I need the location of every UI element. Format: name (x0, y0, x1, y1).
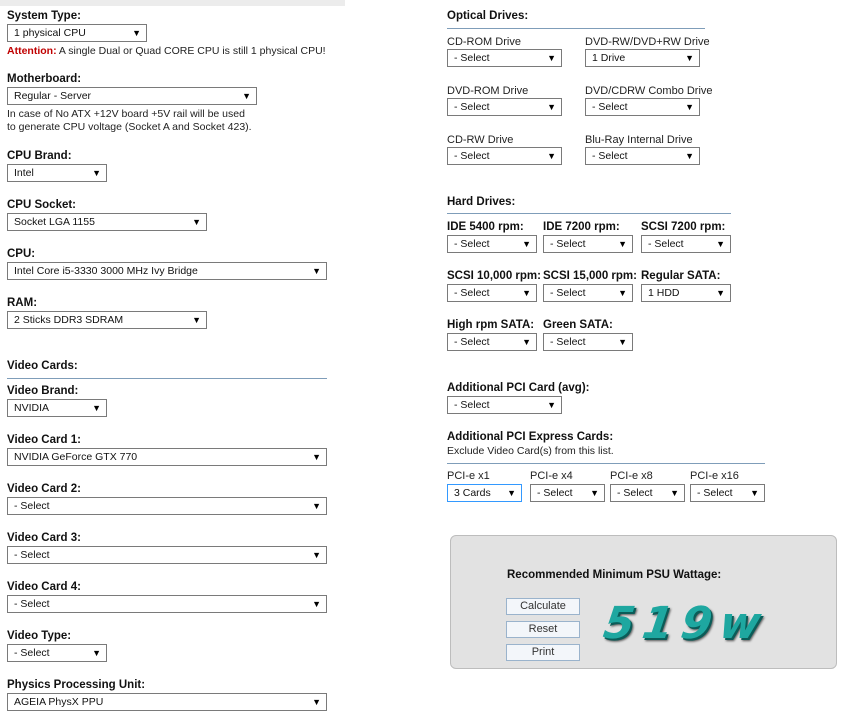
chevron-down-icon: ▼ (192, 217, 201, 227)
combo-select[interactable] (585, 98, 700, 116)
pcie-x8-select[interactable] (610, 484, 685, 502)
chevron-down-icon: ▼ (242, 91, 251, 101)
video-card-2-label: Video Card 2: (7, 483, 81, 495)
cdrom-label: CD-ROM Drive (447, 36, 521, 48)
cpu-value: Intel Core i5-3330 3000 MHz Ivy Bridge (14, 265, 198, 277)
video-type-select[interactable] (7, 644, 107, 662)
ppu-label: Physics Processing Unit: (7, 679, 146, 691)
cpu-socket-label: CPU Socket: (7, 199, 77, 211)
cpu-brand-label: CPU Brand: (7, 150, 72, 162)
cdrw-label: CD-RW Drive (447, 134, 514, 146)
video-card-1-select[interactable] (7, 448, 327, 466)
video-card-4-value: - Select (14, 598, 50, 610)
hard-drives-heading: Hard Drives: (447, 196, 516, 208)
video-type-value: - Select (14, 647, 50, 659)
attention-prefix: Attention: (7, 45, 57, 57)
scsi7200-value: - Select (648, 238, 684, 250)
chevron-down-icon: ▼ (522, 337, 531, 347)
chevron-down-icon: ▼ (685, 53, 694, 63)
chevron-down-icon: ▼ (522, 288, 531, 298)
chevron-down-icon: ▼ (132, 28, 141, 38)
motherboard-note-1: In case of No ATX +12V board +5V rail will be used (7, 108, 245, 120)
ide5400-value: - Select (454, 238, 490, 250)
bluray-select[interactable] (585, 147, 700, 165)
chevron-down-icon: ▼ (192, 315, 201, 325)
dvdrom-label: DVD-ROM Drive (447, 85, 529, 97)
pcie-x16-label: PCI-e x16 (690, 470, 739, 482)
pcie-x1-label: PCI-e x1 (447, 470, 490, 482)
video-cards-divider (7, 378, 327, 379)
optical-divider (447, 28, 705, 29)
chevron-down-icon: ▼ (92, 168, 101, 178)
attention-text: A single Dual or Quad CORE CPU is still 1 physical CPU! (58, 45, 326, 57)
chevron-down-icon: ▼ (685, 102, 694, 112)
pcie-x8-value: - Select (617, 487, 653, 499)
ppu-value: AGEIA PhysX PPU (14, 696, 104, 708)
chevron-down-icon: ▼ (312, 599, 321, 609)
sata-value: 1 HDD (648, 287, 680, 299)
chevron-down-icon: ▼ (547, 53, 556, 63)
chevron-down-icon: ▼ (618, 337, 627, 347)
greensata-label: Green SATA: (543, 319, 613, 331)
motherboard-label: Motherboard: (7, 73, 82, 85)
wattage-display: 519w (600, 598, 773, 649)
chevron-down-icon: ▼ (92, 648, 101, 658)
video-card-3-label: Video Card 3: (7, 532, 81, 544)
video-brand-value: NVIDIA (14, 402, 50, 414)
pci-label: Additional PCI Card (avg): (447, 382, 590, 394)
video-card-3-select[interactable] (7, 546, 327, 564)
video-card-1-value: NVIDIA GeForce GTX 770 (14, 451, 138, 463)
ppu-select[interactable] (7, 693, 327, 711)
motherboard-note-2: to generate CPU voltage (Socket A and Socket 423). (7, 121, 252, 133)
scsi15k-value: - Select (550, 287, 586, 299)
cdrom-value: - Select (454, 52, 490, 64)
cdrw-select[interactable] (447, 147, 562, 165)
chevron-down-icon: ▼ (312, 501, 321, 511)
motherboard-value: Regular - Server (14, 90, 92, 102)
pcie-note: Exclude Video Card(s) from this list. (447, 445, 614, 457)
pcie-x16-value: - Select (697, 487, 733, 499)
dvdrw-value: 1 Drive (592, 52, 626, 64)
video-brand-select[interactable] (7, 399, 107, 417)
ide7200-value: - Select (550, 238, 586, 250)
pci-select[interactable] (447, 396, 562, 414)
chevron-down-icon: ▼ (547, 151, 556, 161)
greensata-select[interactable] (543, 333, 633, 351)
chevron-down-icon: ▼ (670, 488, 679, 498)
cpu-brand-select[interactable] (7, 164, 107, 182)
ide5400-select[interactable] (447, 235, 537, 253)
combo-label: DVD/CDRW Combo Drive (585, 85, 713, 97)
ram-select[interactable] (7, 311, 207, 329)
cpu-socket-value: Socket LGA 1155 (14, 216, 95, 228)
dvdrw-label: DVD-RW/DVD+RW Drive (585, 36, 710, 48)
cpu-brand-value: Intel (14, 167, 34, 179)
pcie-x1-value: 3 Cards (454, 487, 491, 499)
video-cards-heading: Video Cards: (7, 360, 78, 372)
combo-value: - Select (592, 101, 628, 113)
video-card-4-label: Video Card 4: (7, 581, 81, 593)
system-type-select[interactable] (7, 24, 147, 42)
ide7200-label: IDE 7200 rpm: (543, 221, 620, 233)
chevron-down-icon: ▼ (507, 488, 516, 498)
optical-drives-heading: Optical Drives: (447, 10, 529, 22)
dvdrom-select[interactable] (447, 98, 562, 116)
chevron-down-icon: ▼ (312, 266, 321, 276)
scsi15k-label: SCSI 15,000 rpm: (543, 270, 637, 282)
system-type-value: 1 physical CPU (14, 27, 86, 39)
highsata-select[interactable] (447, 333, 537, 351)
top-bar (0, 0, 345, 6)
video-brand-label: Video Brand: (7, 385, 79, 397)
cdrom-select[interactable] (447, 49, 562, 67)
hdd-divider (447, 213, 731, 214)
calculate-button[interactable]: Calculate (506, 598, 580, 615)
video-card-1-label: Video Card 1: (7, 434, 81, 446)
greensata-value: - Select (550, 336, 586, 348)
highsata-label: High rpm SATA: (447, 319, 535, 331)
highsata-value: - Select (454, 336, 490, 348)
motherboard-select[interactable] (7, 87, 257, 105)
pcie-x16-select[interactable] (690, 484, 765, 502)
bluray-label: Blu-Ray Internal Drive (585, 134, 693, 146)
chevron-down-icon: ▼ (716, 239, 725, 249)
reset-button[interactable]: Reset (506, 621, 580, 638)
pcie-x1-select[interactable] (447, 484, 522, 502)
ram-value: 2 Sticks DDR3 SDRAM (14, 314, 124, 326)
pcie-x4-select[interactable] (530, 484, 605, 502)
dvdrom-value: - Select (454, 101, 490, 113)
bluray-value: - Select (592, 150, 628, 162)
chevron-down-icon: ▼ (590, 488, 599, 498)
pcie-x4-label: PCI-e x4 (530, 470, 573, 482)
chevron-down-icon: ▼ (312, 550, 321, 560)
pcie-divider (447, 463, 765, 464)
scsi15k-select[interactable] (543, 284, 633, 302)
video-type-label: Video Type: (7, 630, 72, 642)
chevron-down-icon: ▼ (312, 452, 321, 462)
attention-note (7, 45, 326, 57)
chevron-down-icon: ▼ (618, 239, 627, 249)
pcie-x8-label: PCI-e x8 (610, 470, 653, 482)
video-card-2-value: - Select (14, 500, 50, 512)
scsi7200-select[interactable] (641, 235, 731, 253)
pcie-x4-value: - Select (537, 487, 573, 499)
print-button[interactable]: Print (506, 644, 580, 661)
video-card-2-select[interactable] (7, 497, 327, 515)
pcie-heading: Additional PCI Express Cards: (447, 431, 614, 443)
chevron-down-icon: ▼ (92, 403, 101, 413)
chevron-down-icon: ▼ (547, 400, 556, 410)
system-type-label: System Type: (7, 10, 81, 22)
scsi7200-label: SCSI 7200 rpm: (641, 221, 726, 233)
cpu-select[interactable] (7, 262, 327, 280)
dvdrw-select[interactable] (585, 49, 700, 67)
cpu-socket-select[interactable] (7, 213, 207, 231)
chevron-down-icon: ▼ (716, 288, 725, 298)
ide5400-label: IDE 5400 rpm: (447, 221, 524, 233)
chevron-down-icon: ▼ (312, 697, 321, 707)
video-card-4-select[interactable] (7, 595, 327, 613)
scsi10k-value: - Select (454, 287, 490, 299)
ide7200-select[interactable] (543, 235, 633, 253)
chevron-down-icon: ▼ (750, 488, 759, 498)
chevron-down-icon: ▼ (522, 239, 531, 249)
scsi10k-select[interactable] (447, 284, 537, 302)
sata-label: Regular SATA: (641, 270, 721, 282)
chevron-down-icon: ▼ (547, 102, 556, 112)
cpu-label: CPU: (7, 248, 36, 260)
cdrw-value: - Select (454, 150, 490, 162)
video-card-3-value: - Select (14, 549, 50, 561)
result-title: Recommended Minimum PSU Wattage: (507, 569, 722, 581)
pci-value: - Select (454, 399, 490, 411)
scsi10k-label: SCSI 10,000 rpm: (447, 270, 541, 282)
ram-label: RAM: (7, 297, 38, 309)
sata-select[interactable] (641, 284, 731, 302)
chevron-down-icon: ▼ (685, 151, 694, 161)
chevron-down-icon: ▼ (618, 288, 627, 298)
